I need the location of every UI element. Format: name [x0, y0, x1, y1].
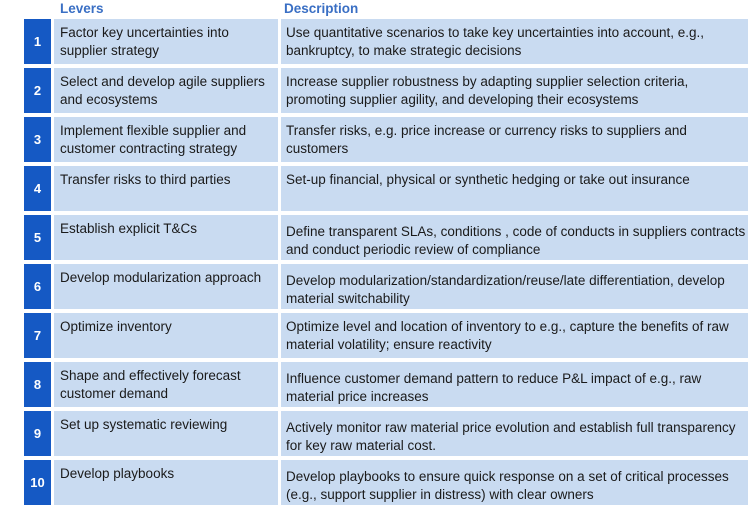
description-cell: Transfer risks, e.g. price increase or currency risks to suppliers and customers	[281, 117, 748, 162]
row-number: 7	[24, 313, 51, 358]
table-row	[24, 117, 748, 162]
table-row	[24, 460, 748, 505]
row-number: 1	[24, 19, 51, 64]
row-number: 9	[24, 411, 51, 456]
description-cell: Influence customer demand pattern to reduce P&L impact of e.g., raw material price increases	[281, 362, 748, 407]
lever-cell: Set up systematic reviewing	[54, 411, 278, 456]
row-number: 5	[24, 215, 51, 260]
row-number: 6	[24, 264, 51, 309]
description-cell: Set-up financial, physical or synthetic hedging or take out insurance	[281, 166, 748, 211]
lever-cell: Optimize inventory	[54, 313, 278, 358]
description-column-header: Description	[284, 1, 359, 16]
lever-cell: Factor key uncertainties into supplier strategy	[54, 19, 278, 64]
levers-column-header: Levers	[60, 1, 104, 16]
description-cell: Actively monitor raw material price evolution and establish full transparency for key raw material cost.	[281, 411, 748, 456]
table-row	[24, 313, 748, 358]
table-header	[0, 0, 748, 20]
table-row	[24, 19, 748, 64]
description-cell: Develop modularization/standardization/reuse/late differentiation, develop material switchability	[281, 264, 748, 309]
row-number: 10	[24, 460, 51, 505]
levers-table	[24, 19, 748, 509]
description-cell: Develop playbooks to ensure quick response on a set of critical processes (e.g., support supplier in distress) with clear owners	[281, 460, 748, 505]
lever-cell: Implement flexible supplier and customer contracting strategy	[54, 117, 278, 162]
row-number: 4	[24, 166, 51, 211]
table-row	[24, 362, 748, 407]
row-number: 3	[24, 117, 51, 162]
row-number: 8	[24, 362, 51, 407]
lever-cell: Establish explicit T&Cs	[54, 215, 278, 260]
lever-cell: Develop playbooks	[54, 460, 278, 505]
row-number: 2	[24, 68, 51, 113]
lever-cell: Transfer risks to third parties	[54, 166, 278, 211]
table-row	[24, 68, 748, 113]
description-cell: Define transparent SLAs, conditions , code of conducts in suppliers contracts and conduct periodic review of compliance	[281, 215, 748, 260]
table-row	[24, 264, 748, 309]
lever-cell: Select and develop agile suppliers and ecosystems	[54, 68, 278, 113]
description-cell: Increase supplier robustness by adapting supplier selection criteria, promoting supplier agility, and developing their ecosystems	[281, 68, 748, 113]
table-row	[24, 166, 748, 211]
lever-cell: Develop modularization approach	[54, 264, 278, 309]
description-cell: Optimize level and location of inventory to e.g., capture the benefits of raw material volatility; ensure reactivity	[281, 313, 748, 358]
table-row	[24, 411, 748, 456]
lever-cell: Shape and effectively forecast customer demand	[54, 362, 278, 407]
description-cell: Use quantitative scenarios to take key uncertainties into account, e.g., bankruptcy, to make strategic decisions	[281, 19, 748, 64]
table-row	[24, 215, 748, 260]
